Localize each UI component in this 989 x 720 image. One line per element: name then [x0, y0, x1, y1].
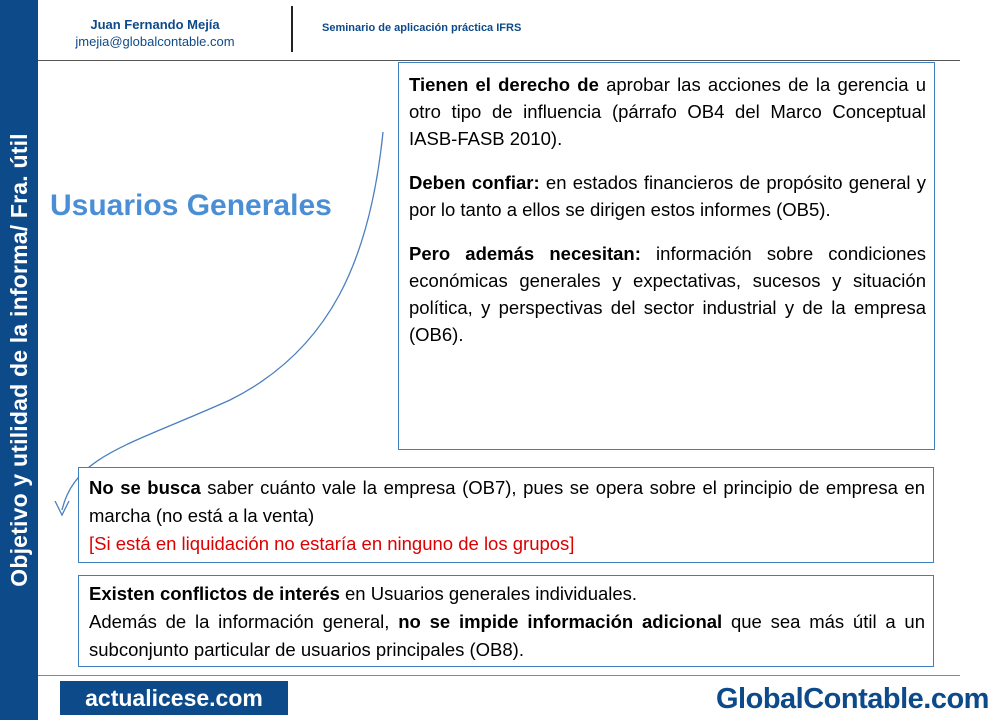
sidebar	[0, 0, 38, 720]
sidebar-title: Objetivo y utilidad de la informa/ Fra. útil	[6, 133, 32, 587]
valuation-text: No se busca saber cuánto vale la empresa (OB7), pues se opera sobre el principio de empresa en marcha (no está a la venta)	[89, 477, 925, 526]
valuation-box	[78, 467, 934, 563]
paragraph-needs: Pero además necesitan: información sobre condiciones económicas generales y expectativas, sucesos y situación política, y perspectivas del sector industrial y de la empresa (OB6).	[409, 243, 927, 345]
users-rights-box	[398, 62, 935, 450]
header-divider	[291, 6, 293, 52]
conflicts-box	[78, 575, 934, 667]
liquidation-note: [Si está en liquidación no estaría en ninguno de los grupos]	[89, 533, 575, 554]
author-name: Juan Fernando Mejía	[90, 17, 220, 32]
globalcontable-logo[interactable]: GlobalContable.com	[716, 683, 989, 715]
paragraph-rights: Tienen el derecho de aprobar las acciones de la gerencia u otro tipo de influencia (párrafo OB4 del Marco Conceptual IASB-FASB 2010).	[409, 74, 926, 149]
actualicese-logo[interactable]: actualicese.com	[60, 681, 288, 715]
page-title: Usuarios Generales	[50, 189, 332, 222]
additional-info-text: Además de la información general, no se impide información adicional que sea más útil a un subconjunto particular de usuarios principales (OB8).	[89, 611, 926, 660]
author-info	[55, 16, 255, 50]
header-rule	[38, 60, 960, 61]
seminar-title: Seminario de aplicación práctica IFRS	[322, 22, 522, 34]
paragraph-trust: Deben confiar: en estados financieros de propósito general y por lo tanto a ellos se dirigen estos informes (OB5).	[409, 172, 926, 220]
author-email[interactable]: jmejia@globalcontable.com	[75, 34, 235, 49]
footer-rule	[38, 675, 960, 676]
conflicts-line: Existen conflictos de interés en Usuarios generales individuales.	[89, 583, 638, 604]
